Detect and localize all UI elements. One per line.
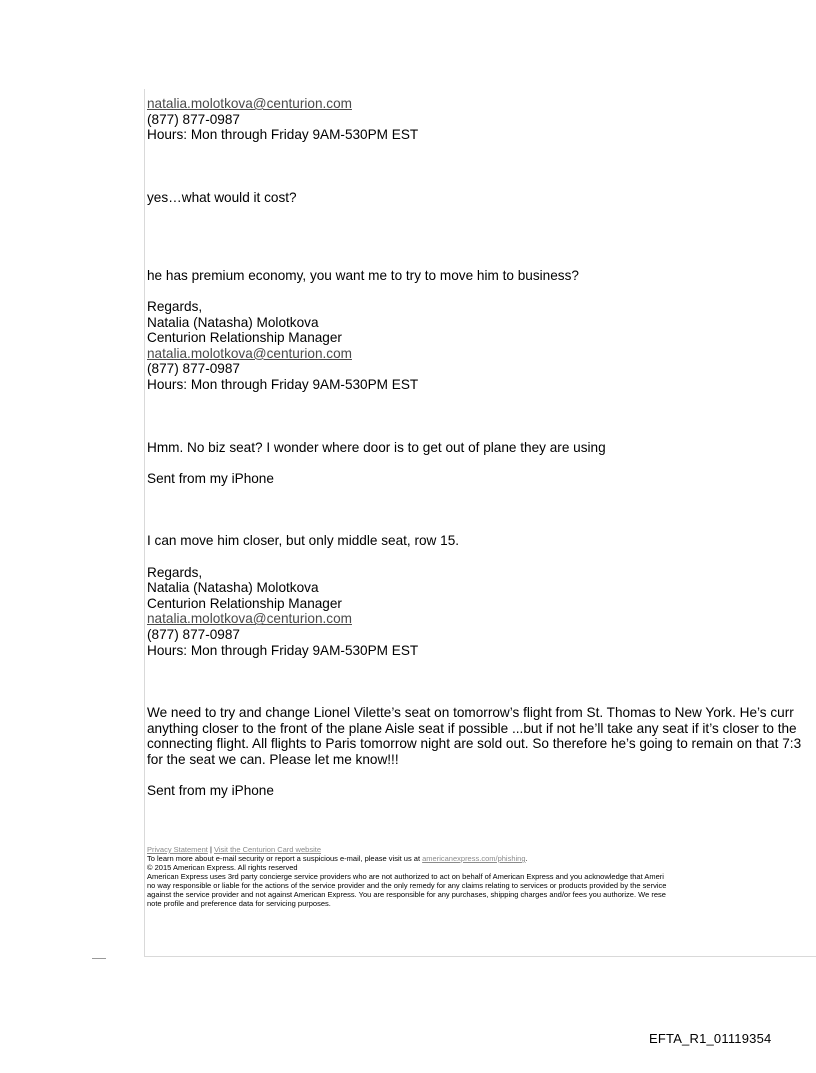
disclaimer-line: American Express uses 3rd party concierge service providers who are not authorized to act on behalf of American Express and you acknowledge that Ameri	[147, 872, 664, 881]
centurion-website-link[interactable]: Visit the Centurion Card website	[213, 845, 321, 854]
phishing-link[interactable]: americanexpress.com/phishing	[422, 854, 526, 863]
office-hours: Hours: Mon through Friday 9AM-530PM EST	[147, 127, 419, 143]
link-separator: |	[207, 845, 214, 854]
privacy-statement-link[interactable]: Privacy Statement	[147, 845, 208, 854]
message-text: Hmm. No biz seat? I wonder where door is to get out of plane they are using	[147, 439, 606, 455]
message-line: connecting flight. All flights to Paris tomorrow night are sold out. So therefore he’s going to remain on that 7:3	[147, 736, 802, 752]
footer-links-row	[147, 845, 816, 854]
phone-number: (877) 877-0987	[147, 111, 240, 127]
message-line: for the seat we can. Please let me know!!!	[147, 751, 399, 767]
disclaimer-line: against the service provider and not against American Express. You are responsible for any purchases, shipping charges and/or fees you authorize. We rese	[147, 890, 666, 899]
message-line: anything closer to the front of the plane Aisle seat if possible ...but if not he’ll take any seat if it’s closer to the	[147, 720, 797, 736]
document-id: EFTA_R1_01119354	[649, 1031, 772, 1046]
page-mark	[92, 958, 106, 959]
disclaimer-line: note profile and preference data for servicing purposes.	[147, 899, 331, 908]
message-text: I can move him closer, but only middle seat, row 15.	[147, 533, 460, 549]
security-notice: To learn more about e-mail security or report a suspicious e-mail, please visit us at americanexpress.com/phishing.	[147, 854, 528, 863]
message-text: he has premium economy, you want me to try to move him to business?	[147, 267, 579, 283]
message-line: We need to try and change Lionel Vilette’s seat on tomorrow’s flight from St. Thomas to New York. He’s curr	[147, 705, 794, 721]
sent-from-line: Sent from my iPhone	[147, 470, 274, 486]
message-text: yes…what would it cost?	[147, 189, 297, 205]
email-link[interactable]: natalia.molotkova@centurion.com	[147, 345, 352, 361]
disclaimer-line: no way responsible or liable for the actions of the service provider and the only remedy for any claims relating to services or products provided by the service	[147, 881, 667, 890]
phone-number: (877) 877-0987	[147, 361, 240, 377]
email-link[interactable]: natalia.molotkova@centurion.com	[147, 611, 352, 627]
signature-name: Natalia (Natasha) Molotkova	[147, 580, 319, 596]
signature-regards: Regards,	[147, 299, 203, 315]
copyright: © 2015 American Express. All rights reserved	[147, 863, 298, 872]
email-footer	[147, 845, 816, 908]
office-hours: Hours: Mon through Friday 9AM-530PM EST	[147, 642, 419, 658]
office-hours: Hours: Mon through Friday 9AM-530PM EST	[147, 377, 419, 393]
signature-regards: Regards,	[147, 564, 203, 580]
sent-from-line: Sent from my iPhone	[147, 783, 274, 799]
email-thread	[147, 96, 816, 799]
signature-title: Centurion Relationship Manager	[147, 330, 342, 346]
phone-number: (877) 877-0987	[147, 626, 240, 642]
email-link[interactable]: natalia.molotkova@centurion.com	[147, 96, 352, 111]
signature-name: Natalia (Natasha) Molotkova	[147, 314, 319, 330]
signature-title: Centurion Relationship Manager	[147, 595, 342, 611]
